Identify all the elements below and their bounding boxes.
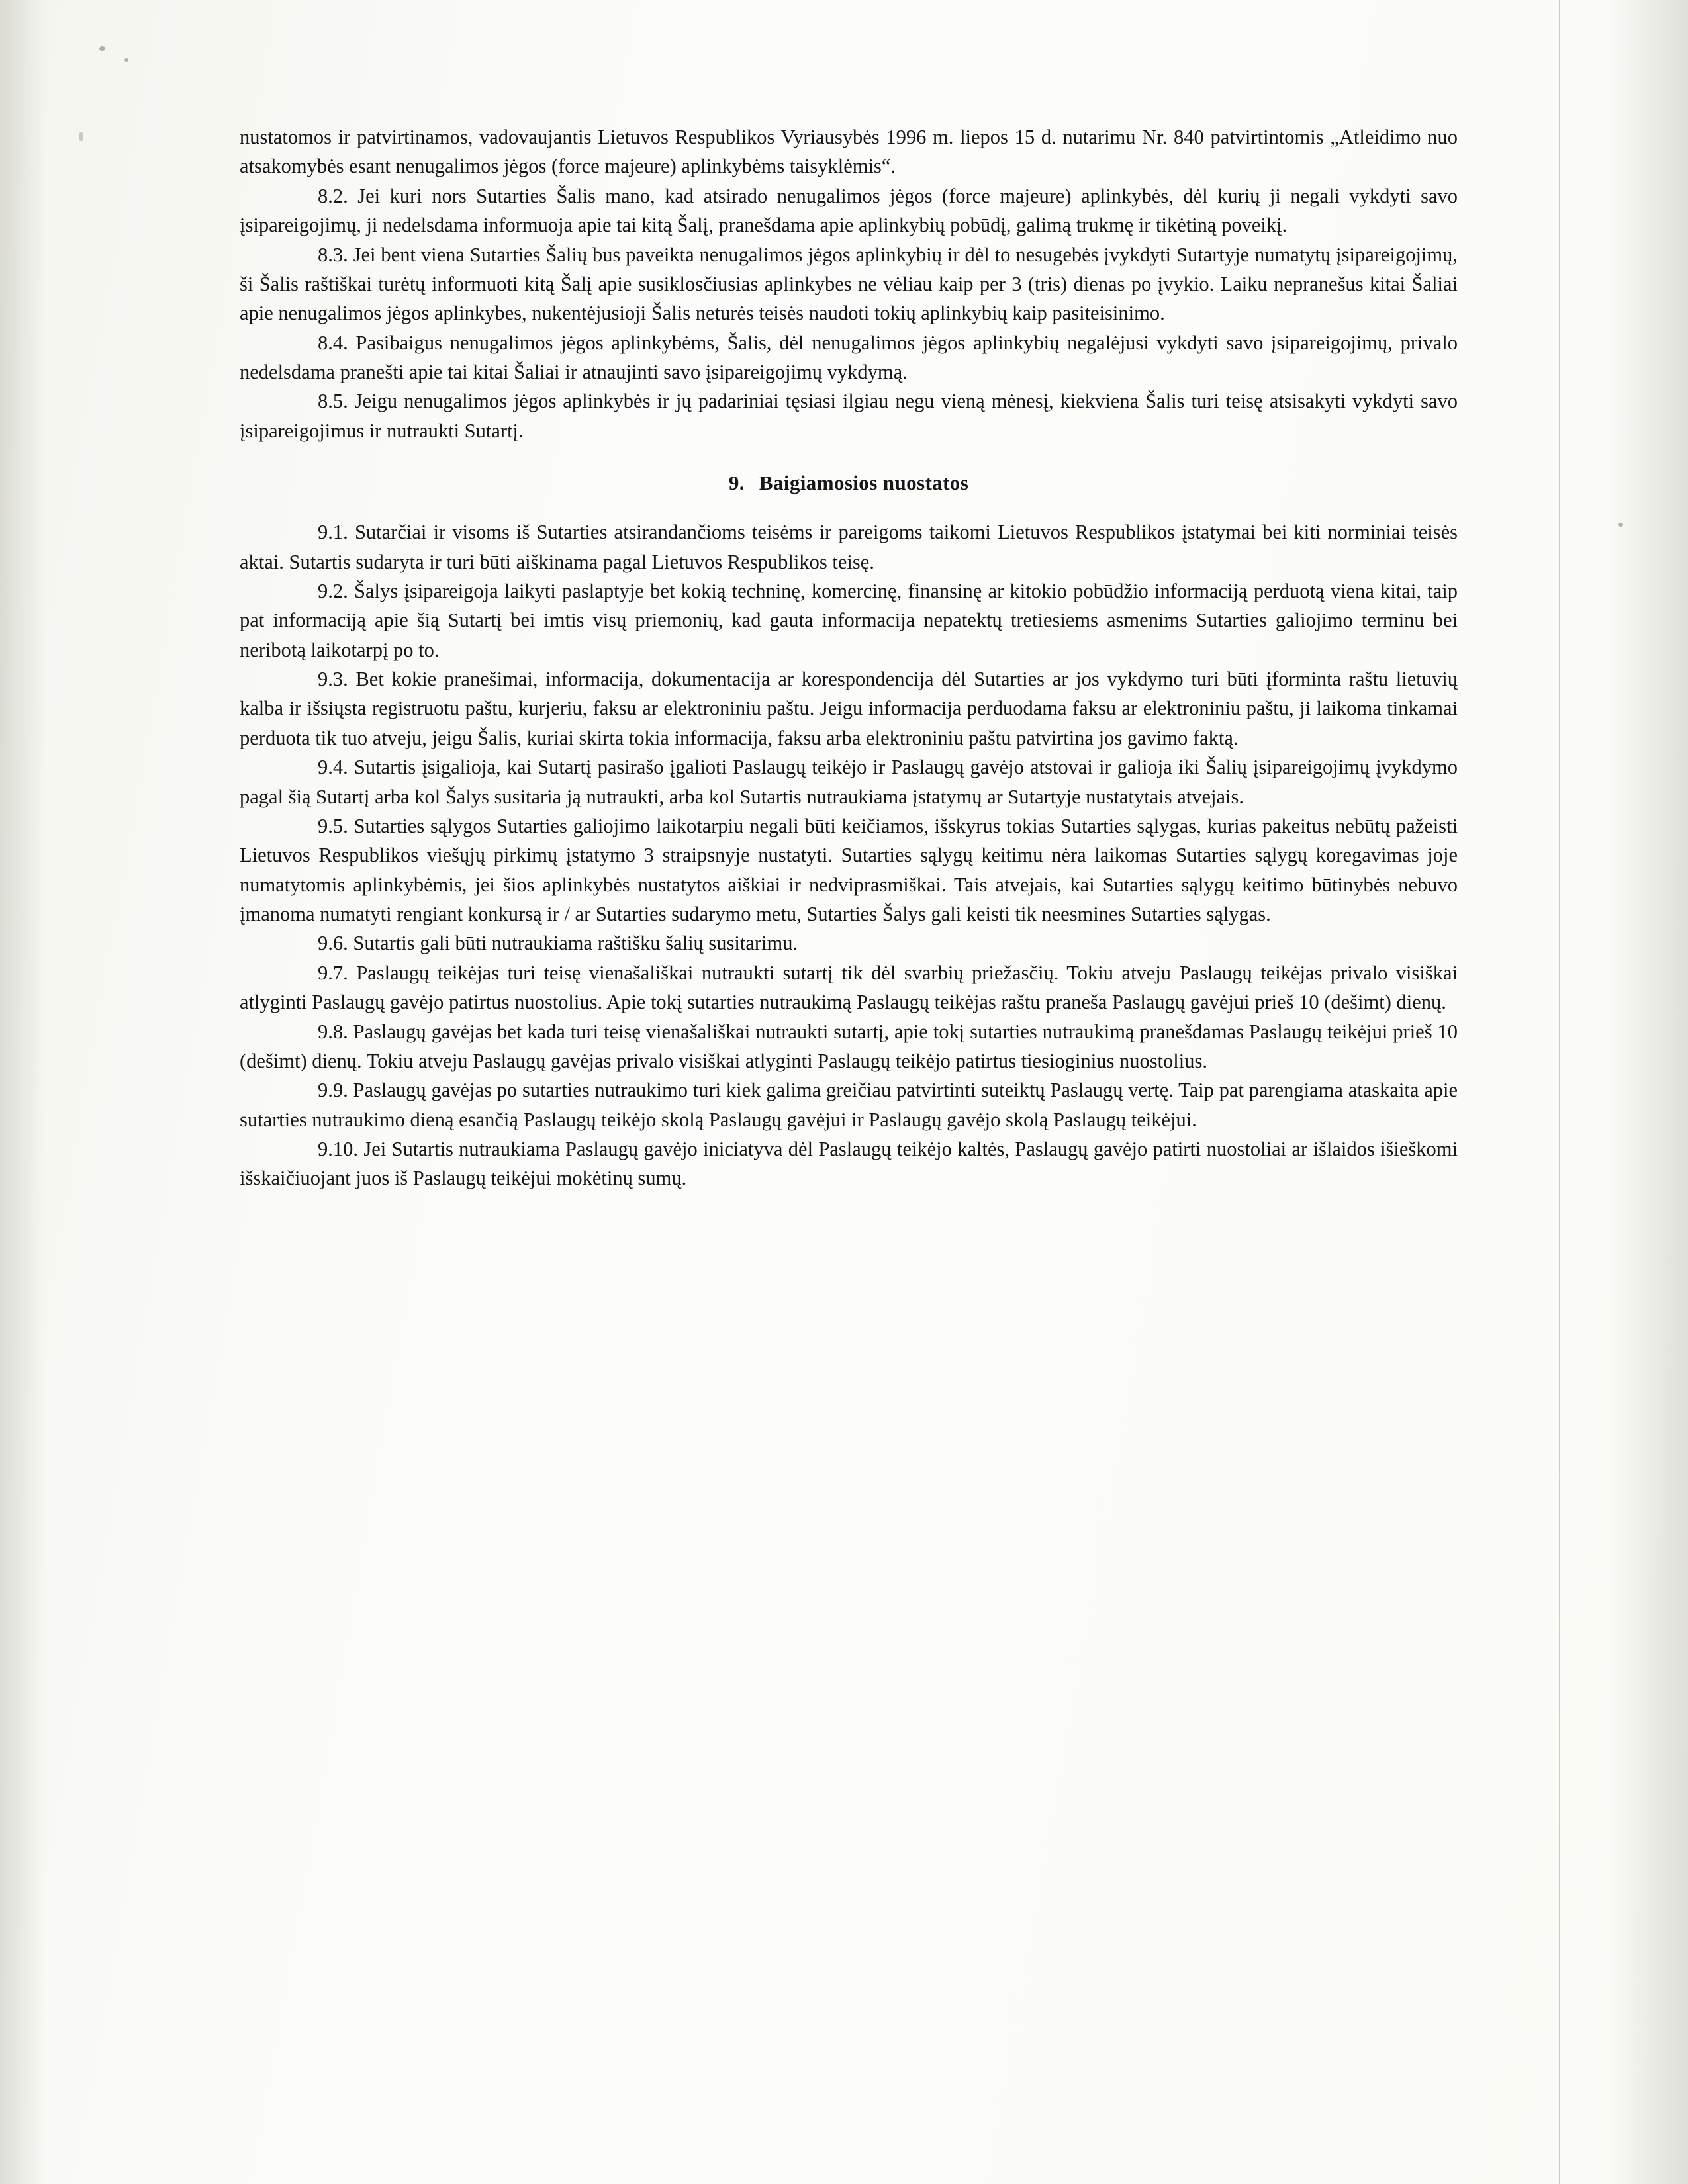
paragraph-8-3: 8.3. Jei bent viena Sutarties Šalių bus paveikta nenugalimos jėgos aplinkybių ir dėl to nesugebės įvykdyti Sutartyje numatytų įsipareigojimų, ši Šalis raštiškai turėtų informuoti kitą Šalį apie susiklosčiusias aplinkybes ne vėliau kaip per 3 (tris) dienas po įvykio. Laiku nepranešus kitai Šaliai apie nenugalimos jėgos aplinkybes, nukentėjusioji Šalis neturės teisės naudoti tokių aplinkybių kaip pasiteisinimo. xyxy=(240,243,1458,325)
paragraph-intro: nustatomos ir patvirtinamos, vadovaujantis Lietuvos Respublikos Vyriausybės 1996 m. liepos 15 d. nutarimu Nr. 840 patvirtintomis „Atleidimo nuo atsakomybės esant nenugalimos jėgos (force majeure) aplinkybėms taisyklėmis“. xyxy=(240,126,1458,178)
scan-speck xyxy=(124,58,128,62)
paragraph-9-4: 9.4. Sutartis įsigalioja, kai Sutartį pasirašo įgalioti Paslaugų teikėjo ir Paslaugų gavėjo atstovai ir galioja iki Šalių įsipareigojimų įvykdymo pagal šią Sutartį arba kol Šalys susitaria ją nutraukti, arba kol Sutartis nutraukiama įstatymų ar Sutartyje nustatytais atvejais. xyxy=(240,756,1458,808)
scan-speck xyxy=(79,132,83,141)
paragraph-8-2: 8.2. Jei kuri nors Sutarties Šalis mano, kad atsirado nenugalimos jėgos (force majeure) aplinkybės, dėl kurių ji negali vykdyti savo įsipareigojimų, ji nedelsdama informuoja apie tai kitą Šalį, pranešdama apie aplinkybių pobūdį, galimą trukmę ir tikėtiną poveikį. xyxy=(240,184,1458,237)
paragraph-9-8: 9.8. Paslaugų gavėjas bet kada turi teisę vienašališkai nutraukti sutartį, apie tokį sutarties nutraukimą pranešdamas Paslaugų teikėjui prieš 10 (dešimt) dienų. Tokiu atveju Paslaugų gavėjas privalo visiškai atlyginti Paslaugų teikėjo patirtus tiesioginius nuostolius. xyxy=(240,1020,1458,1072)
paragraph-9-5: 9.5. Sutarties sąlygos Sutarties galiojimo laikotarpiu negali būti keičiamos, išskyrus tokias Sutarties sąlygas, kurias pakeitus nebūtų pažeisti Lietuvos Respublikos viešųjų pirkimų įstatymo 3 straipsnyje nustatyti. Sutarties sąlygų keitimu nėra laikomas Sutarties sąlygų koregavimas joje numatytomis aplinkybėmis, jei šios aplinkybės nustatytos aiškiai ir nedviprasmiškai. Tais atvejais, kai Sutarties sąlygų keitimo būtinybės nebuvo įmanoma numatyti rengiant konkursą ir / ar Sutarties sudarymo metu, Sutarties Šalys gali keisti tik neesmines Sutarties sąlygas. xyxy=(240,814,1458,926)
paragraph-9-6: 9.6. Sutartis gali būti nutraukiama raštišku šalių susitarimu. xyxy=(318,932,798,955)
paragraph-8-5: 8.5. Jeigu nenugalimos jėgos aplinkybės ir jų padariniai tęsiasi ilgiau negu vieną mėnesį, kiekviena Šalis turi teisę atsisakyti vykdyti savo įsipareigojimus ir nutraukti Sutartį. xyxy=(240,390,1458,442)
paragraph-9-9: 9.9. Paslaugų gavėjas po sutarties nutraukimo turi kiek galima greičiau patvirtinti suteiktų Paslaugų vertę. Taip pat parengiama ataskaita apie sutarties nutraukimo dieną esančią Paslaugų teikėjo skolą Paslaugų gavėjui ir Paslaugų gavėjo skolą Paslaugų teikėjui. xyxy=(240,1079,1458,1131)
paragraph-9-1: 9.1. Sutarčiai ir visoms iš Sutarties atsirandančioms teisėms ir pareigoms taikomi Lietuvos Respublikos įstatymai bei kiti norminiai teisės aktai. Sutartis sudaryta ir turi būti aiškinama pagal Lietuvos Respublikos teisę. xyxy=(240,521,1458,573)
section-heading-number: 9. xyxy=(728,471,745,495)
scan-speck xyxy=(99,46,105,51)
paragraph-9-7: 9.7. Paslaugų teikėjas turi teisę vienašališkai nutraukti sutartį tik dėl svarbių priežasčių. Tokiu atveju Paslaugų teikėjas privalo visiškai atlyginti Paslaugų gavėjo patirtus nuostolius. Apie tokį sutarties nutraukimą Paslaugų teikėjas raštu praneša Paslaugų gavėjui prieš 10 (dešimt) dienų. xyxy=(240,961,1458,1014)
page-margin-line xyxy=(1559,0,1560,2184)
paragraph-9-3: 9.3. Bet kokie pranešimai, informacija, dokumentacija ar korespondencija dėl Sutarties ar jos vykdymo turi būti įforminta raštu lietuvių kalba ir išsiųsta registruotu paštu, kurjeriu, faksu ar elektroniniu paštu. Jeigu informacija perduodama faksu ar elektroniniu paštu, ji laikoma tinkamai perduota tik tuo atveju, jeigu Šalis, kuriai skirta tokia informacija, faksu arba elektroniniu paštu patvirtina jos gavimo faktą. xyxy=(240,668,1458,749)
document-body xyxy=(240,122,1458,1193)
paragraph-9-10: 9.10. Jei Sutartis nutraukiama Paslaugų gavėjo iniciatyva dėl Paslaugų teikėjo kaltės, Paslaugų gavėjo patirti nuostoliai ar išlaidos išieškomi išskaičiuojant juos iš Paslaugų teikėjui mokėtinų sumų. xyxy=(240,1138,1458,1190)
paragraph-8-4: 8.4. Pasibaigus nenugalimos jėgos aplinkybėms, Šalis, dėl nenugalimos jėgos aplinkybių negalėjusi vykdyti savo įsipareigojimų, privalo nedelsdama pranešti apie tai kitai Šaliai ir atnaujinti savo įsipareigojimų vykdymą. xyxy=(240,331,1458,383)
section-heading xyxy=(240,468,1458,498)
paragraph-9-2: 9.2. Šalys įsipareigoja laikyti paslaptyje bet kokią techninę, komercinę, finansinę ar kitokio pobūdžio informaciją perduotą viena kitai, taip pat informaciją apie šią Sutartį bei imtis visų priemonių, kad gauta informacija nepatektų tretiesiems asmenims Sutarties galiojimo terminu bei neribotą laikotarpį po to. xyxy=(240,579,1458,661)
scan-speck xyxy=(1618,523,1623,527)
section-heading-title: Baigiamosios nuostatos xyxy=(759,471,969,495)
